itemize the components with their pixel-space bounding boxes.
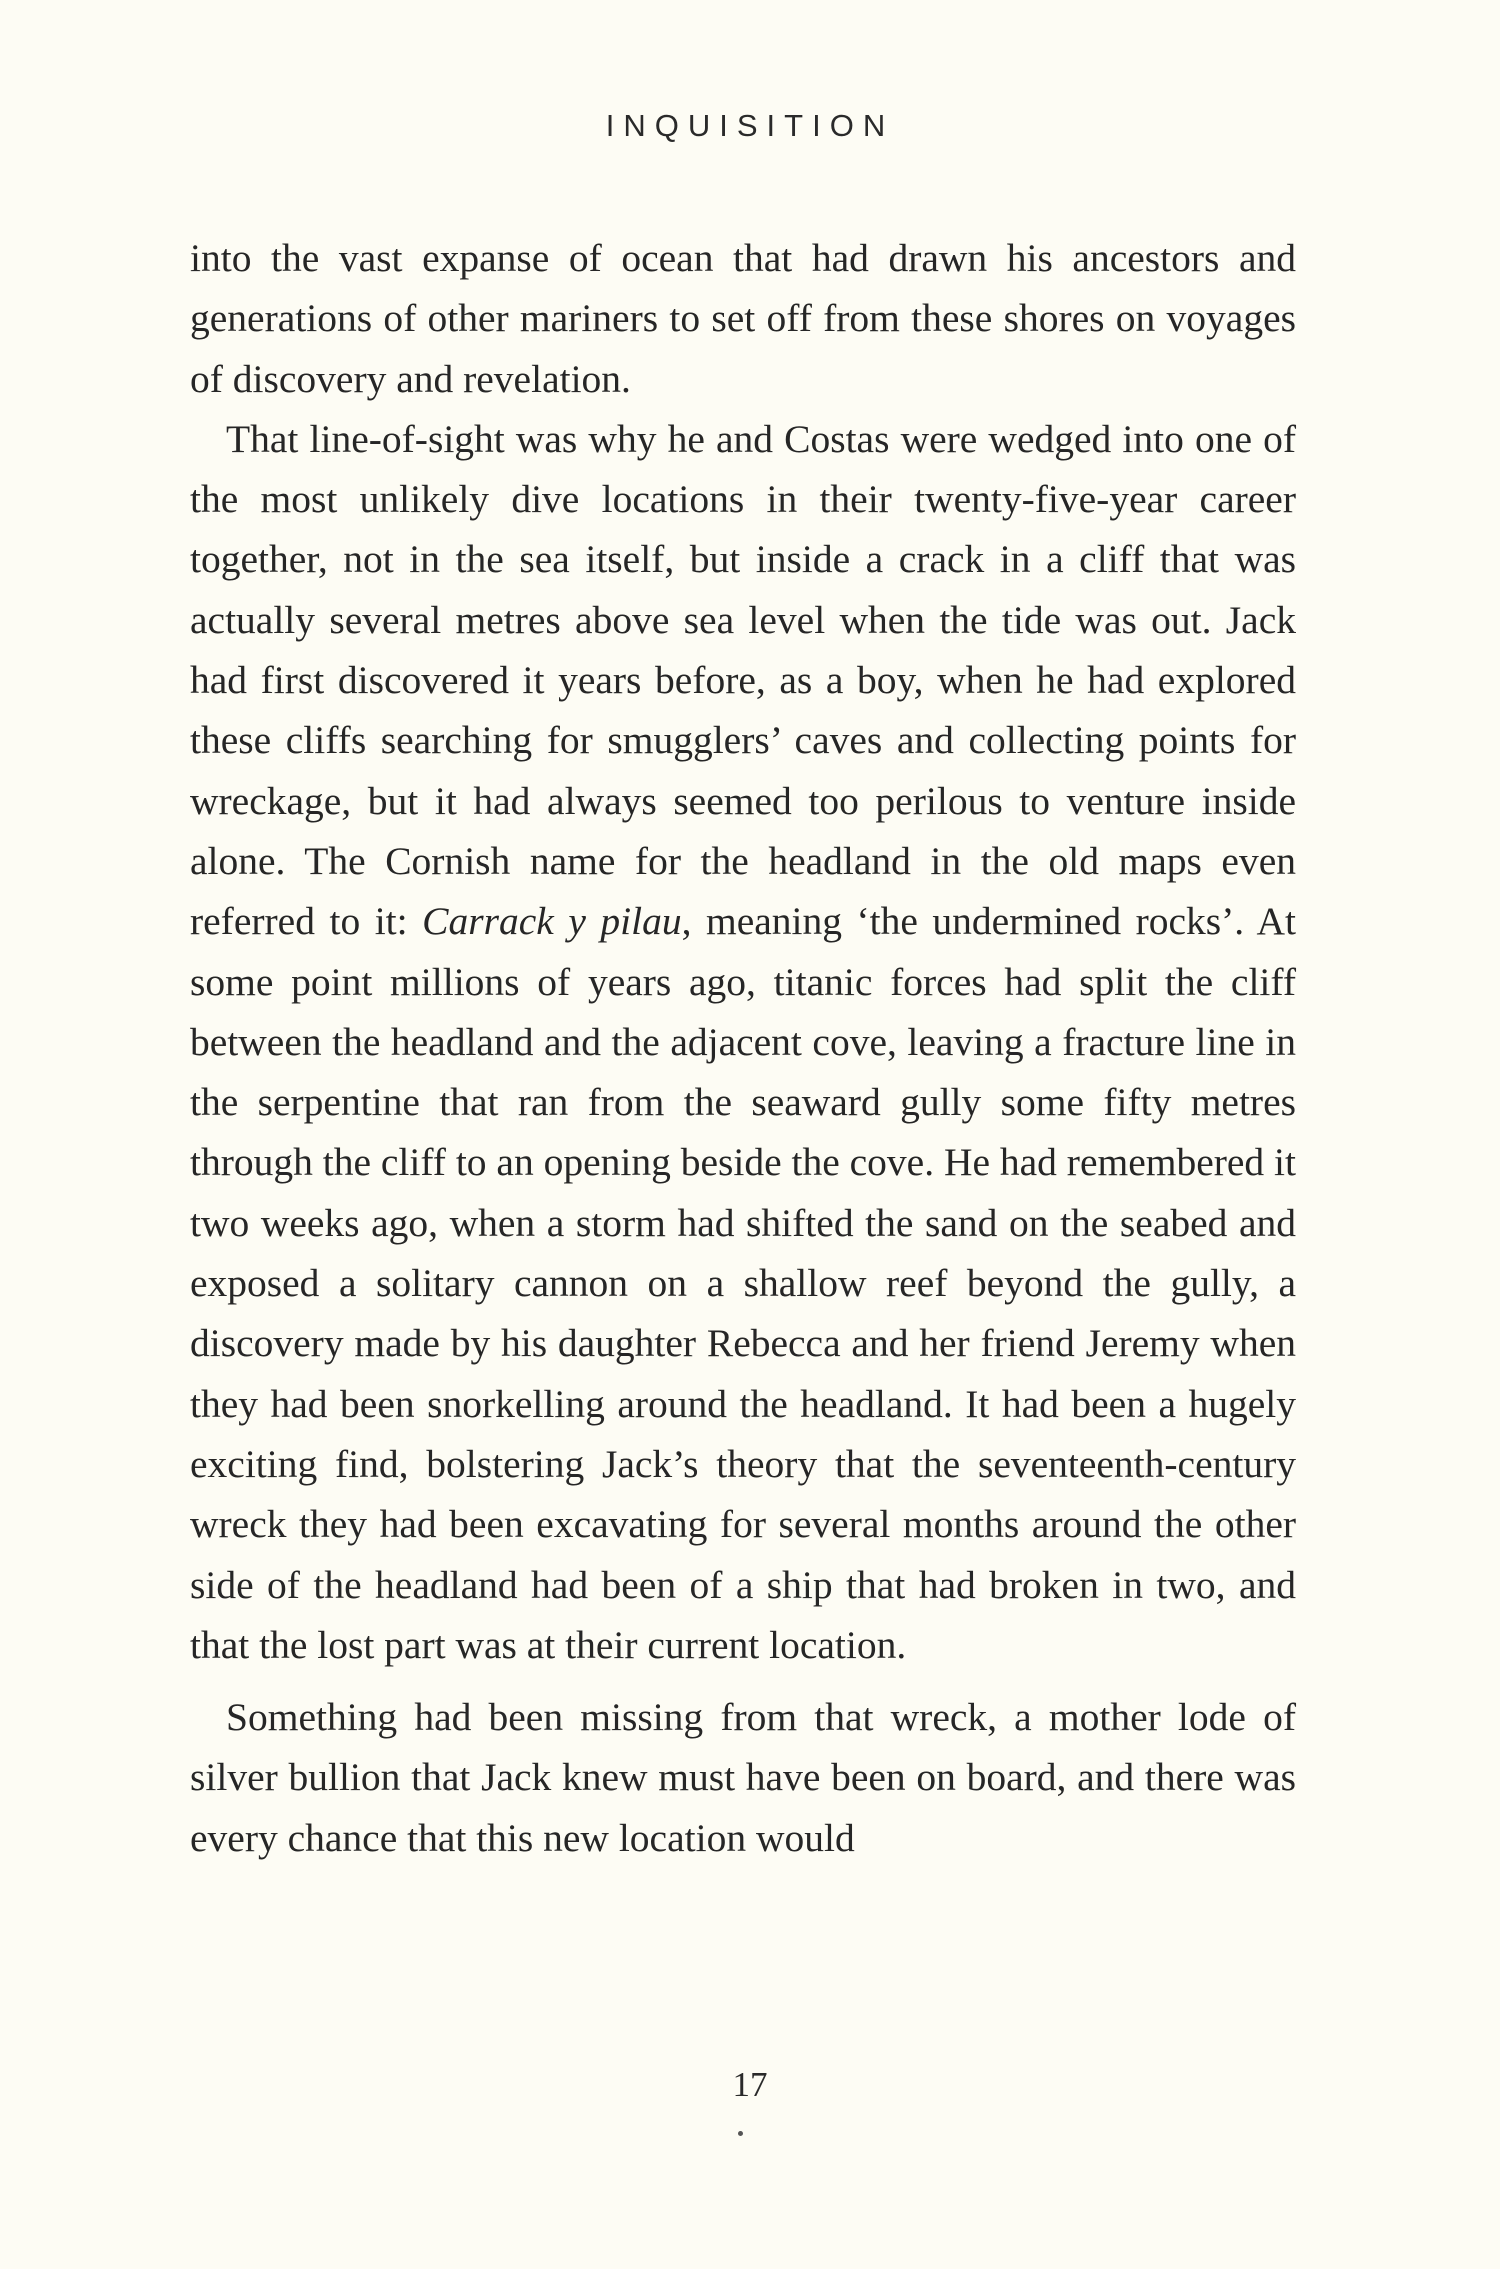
page-number-dot xyxy=(738,2131,743,2136)
running-head: INQUISITION xyxy=(605,108,895,143)
cornish-place-name: Carrack y pilau xyxy=(422,899,682,944)
paragraph-1: into the vast expanse of ocean that had drawn his ancestors and generations of other mariners to set off from these shores on voyages of discovery and revelation. xyxy=(190,236,1296,401)
paragraph-2 xyxy=(190,409,1296,1675)
paragraph-2-text-a: That line-of-sight was why he and Costas were wedged into one of the most unlikely dive locations in their twenty-five-year career together, not in the sea itself, but inside a crack in a cliff that was actually several metres above sea level when the tide was out. Jack had first discovered it years before, as a boy, when he had explored these cliffs searching for smugglers’ caves and collecting points for wreckage, but it had always seemed too perilous to venture inside alone. The Cornish name for the headland in the old maps even referred to it: xyxy=(190,416,1296,944)
paragraph-3: Something had been missing from that wreck, a mother lode of silver bullion that Jack knew must have been on board, and there was every chance that this new location would xyxy=(190,1695,1296,1860)
body-text xyxy=(190,228,1296,1868)
paragraph-2-text-b: , meaning ‘the undermined rocks’. At some point millions of years ago, titanic forces had split the cliff between the headland and the adjacent cove, leaving a fracture line in the serpentine that ran from the seaward gully some fifty metres through the cliff to an opening beside the cove. He had remembered it two weeks ago, when a storm had shifted the sand on the seabed and exposed a solitary cannon on a shallow reef beyond the gully, a discovery made by his daughter Rebecca and her friend Jeremy when they had been snorkelling around the headland. It had been a hugely exciting find, bolstering Jack’s theory that the seventeenth-century wreck they had been excavating for several months around the other side of the headland had been of a ship that had broken in two, and that the lost part was at their current location. xyxy=(190,899,1297,1667)
page-number: 17 xyxy=(732,2065,768,2104)
